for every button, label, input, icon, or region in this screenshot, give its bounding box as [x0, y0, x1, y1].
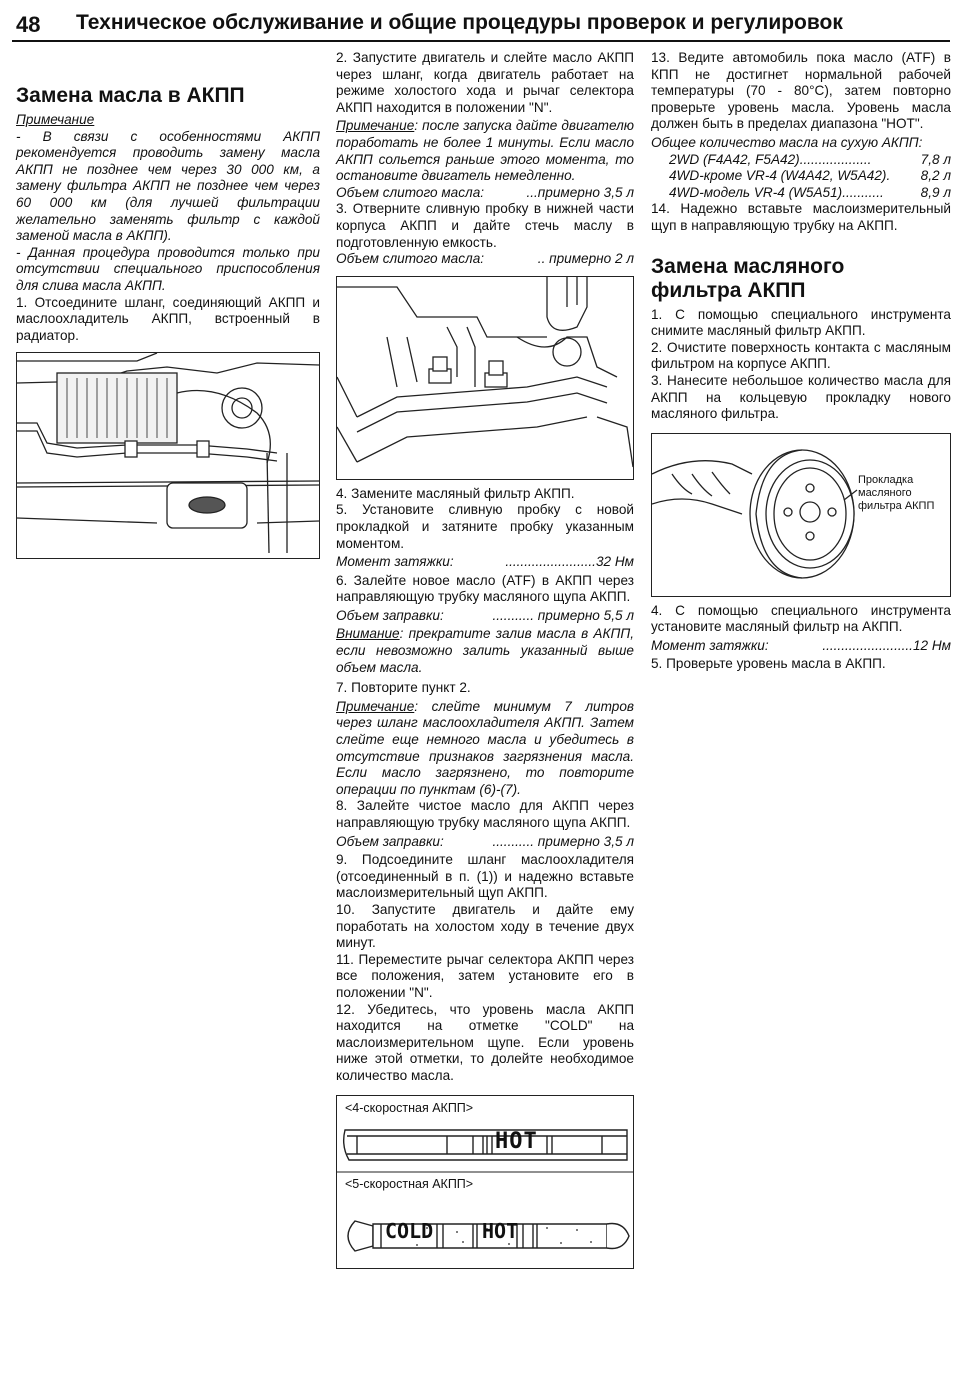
capacity-2wd-leader: ...................	[799, 151, 872, 167]
column-1	[16, 84, 320, 565]
fill-volume-1-label: Объем заправки:	[336, 607, 444, 623]
step-8: 8. Залейте чистое масло для АКПП через направляющую трубку масляного щупа АКПП.	[336, 798, 634, 830]
capacity-2wd-value: 7,8 л	[920, 151, 951, 167]
step-13: 13. Ведите автомобиль пока масло (ATF) в КПП не достигнет нормальной рабочей температуры (70 - 80°C), затем повторно проверьте уровень масла. Уровень масла должен быть в пределах диапазона "HOT".	[651, 50, 951, 132]
torque-plug-label: Момент затяжки:	[336, 554, 454, 570]
note-label: Примечание	[16, 112, 95, 127]
radiator-hose-figure	[16, 352, 320, 559]
step-14: 14. Надежно вставьте маслоизмерительный щуп в направляющую трубку на АКПП.	[651, 201, 951, 233]
note-b-label: Примечание	[336, 698, 415, 714]
note-b-text: : слейте минимум 7 литров через шланг маслоохладителя АКПП. Затем слейте еще немного масла и убедитесь в отсутствие признаков загрязнения масла. Если масло загрязнено, то повторите операции по пунктам (6)-(7).	[336, 698, 634, 797]
drain-volume-1	[336, 185, 634, 202]
step-5: 5. Установите сливную пробку с новой прокладкой и затяните пробку указанным моментом.	[336, 502, 634, 551]
fill-volume-1-value: ........... примерно 5,5 л	[492, 607, 634, 623]
step-11: 11. Переместите рычаг селектора АКПП через все положения, затем установите его в положении "N".	[336, 951, 634, 1000]
oil-filter-figure	[651, 433, 951, 597]
dipstick-5-speed-label: <5-скоростная АКПП>	[345, 1176, 474, 1191]
oil-filter-illustration	[652, 434, 950, 596]
drain-volume-2-label: Объем слитого масла:	[336, 251, 485, 267]
fill-volume-2	[336, 834, 634, 851]
capacity-row-2wd	[651, 152, 951, 169]
filter-step-3: 3. Нанесите небольшое количество масла для АКПП на кольцевую прокладку нового масляного фильтра.	[651, 372, 951, 422]
column-2	[336, 50, 634, 1275]
capacity-vr4-leader: ...........	[842, 184, 884, 200]
warning-label: Внимание	[336, 626, 400, 642]
warning	[336, 626, 634, 676]
step-2: 2. Запустите двигатель и слейте масло АКПП через шланг, когда двигатель работает на режиме холостого хода и рычаг селектора АКПП находится в положении "N".	[336, 50, 634, 115]
step-9: 9. Подсоедините шланг маслоохладителя (отсоединенный в п. (1)) и надежно вставьте маслоизмерительный щуп АКПП.	[336, 852, 634, 901]
torque-spec-filter	[651, 638, 951, 655]
note-a-text: : после запуска дайте двигателю поработать не более 1 минуты. Если масло АКПП сольется раньше этого момента, то остановите двигатель немедленно.	[336, 118, 634, 184]
drain-volume-1-value: ...примерно 3,5 л	[526, 184, 634, 200]
step-3: 3. Отверните сливную пробку в нижней части корпуса АКПП и дайте стечь маслу в подготовленную емкость.	[336, 201, 634, 250]
capacity-4wd-leader: .	[886, 168, 891, 184]
radiator-hose-illustration	[17, 353, 319, 558]
dipstick-4-speed-label: <4-скоростная АКПП>	[345, 1100, 474, 1115]
capacity-row-4wd	[651, 168, 951, 185]
page-title: Техническое обслуживание и общие процедуры проверок и регулировок	[76, 11, 843, 34]
fill-volume-2-value: ........... примерно 3,5 л	[492, 833, 634, 849]
page-header	[12, 10, 950, 42]
section-heading-oil-change: Замена масла в АКПП	[16, 84, 245, 107]
filter-step-4: 4. С помощью специального инструмента установите масляный фильтр на АКПП.	[651, 602, 951, 635]
note-b	[336, 699, 634, 799]
torque-filter-label: Момент затяжки:	[651, 637, 769, 653]
step-12: 12. Убедитесь, что уровень масла АКПП находится на отметке "COLD" на маслоизмерительном щупе. Если уровень ниже этой отметки, то долейте необходимое количество масла.	[336, 1001, 634, 1083]
note-a	[336, 118, 634, 184]
drain-plug-figure	[336, 276, 634, 480]
drain-volume-1-label: Объем слитого масла:	[336, 184, 485, 200]
drain-plug-illustration	[337, 277, 633, 479]
note-1: - В связи с особенностями АКПП рекомендуется проводить замену масла АКПП не позднее чем через 30 000 км, а замену фильтра АКПП не позднее чем через 60 000 км (для лучшей фильтрации желательно заменять фильтр с каждой заменой масла в АКПП).	[16, 128, 320, 244]
dipstick-4-hot-mark: HOT	[495, 1128, 538, 1154]
drain-volume-2	[336, 251, 634, 268]
section-heading-filter: Замена масляного фильтра АКПП	[651, 254, 845, 302]
capacity-4wd-value: 8,2 л	[920, 168, 951, 184]
filter-gasket-caption: Прокладка масляного фильтра АКПП	[858, 473, 935, 512]
step-10: 10. Запустите двигатель и дайте ему поработать на холостом ходу в течение двух минут.	[336, 901, 634, 951]
note-2: - Данная процедура проводится только при отсутствии специального приспособления для слива масла АКПП.	[16, 244, 320, 293]
fill-volume-1	[336, 608, 634, 625]
dipstick-figure	[336, 1095, 634, 1269]
step-7: 7. Повторите пункт 2.	[336, 680, 471, 696]
step-1: 1. Отсоедините шланг, соединяющий АКПП и маслоохладитель АКПП, встроенный в радиатор.	[16, 294, 320, 343]
drain-volume-2-value: .. примерно 2 л	[537, 251, 634, 267]
capacity-vr4-label: 4WD-модель VR-4 (W5A51)	[669, 184, 843, 200]
step-4: 4. Замените масляный фильтр АКПП.	[336, 485, 575, 501]
filter-step-1: 1. С помощью специального инструмента снимите масляный фильтр АКПП.	[651, 306, 951, 339]
dipstick-5-hot-mark: HOT	[482, 1218, 519, 1243]
total-capacity-label: Общее количество масла на сухую АКПП:	[651, 134, 923, 150]
capacity-vr4-value: 8,9 л	[920, 184, 951, 200]
note-a-label: Примечание	[336, 118, 415, 134]
capacity-4wd-label: 4WD-кроме VR-4 (W4A42, W5A42)	[669, 168, 887, 184]
page-number: 48	[16, 12, 41, 37]
capacity-row-vr4	[651, 185, 951, 202]
warning-text: : прекратите залив масла в АКПП, если невозможно залить указанный выше объем масла.	[336, 626, 634, 675]
torque-plug-value: ........................32 Нм	[505, 554, 634, 570]
dipstick-5-cold-mark: COLD	[385, 1218, 434, 1243]
fill-volume-2-label: Объем заправки:	[336, 833, 444, 849]
filter-step-2: 2. Очистите поверхность контакта с масляным фильтром на корпусе АКПП.	[651, 339, 951, 372]
step-6: 6. Залейте новое масло (ATF) в АКПП через направляющую трубку масляного щупа АКПП.	[336, 572, 634, 605]
capacity-2wd-label: 2WD (F4A42, F5A42)	[669, 151, 800, 167]
torque-spec-plug	[336, 554, 634, 571]
filter-step-5: 5. Проверьте уровень масла в АКПП.	[651, 656, 886, 672]
column-3	[651, 50, 951, 673]
torque-filter-value: ........................12 Нм	[822, 637, 951, 653]
